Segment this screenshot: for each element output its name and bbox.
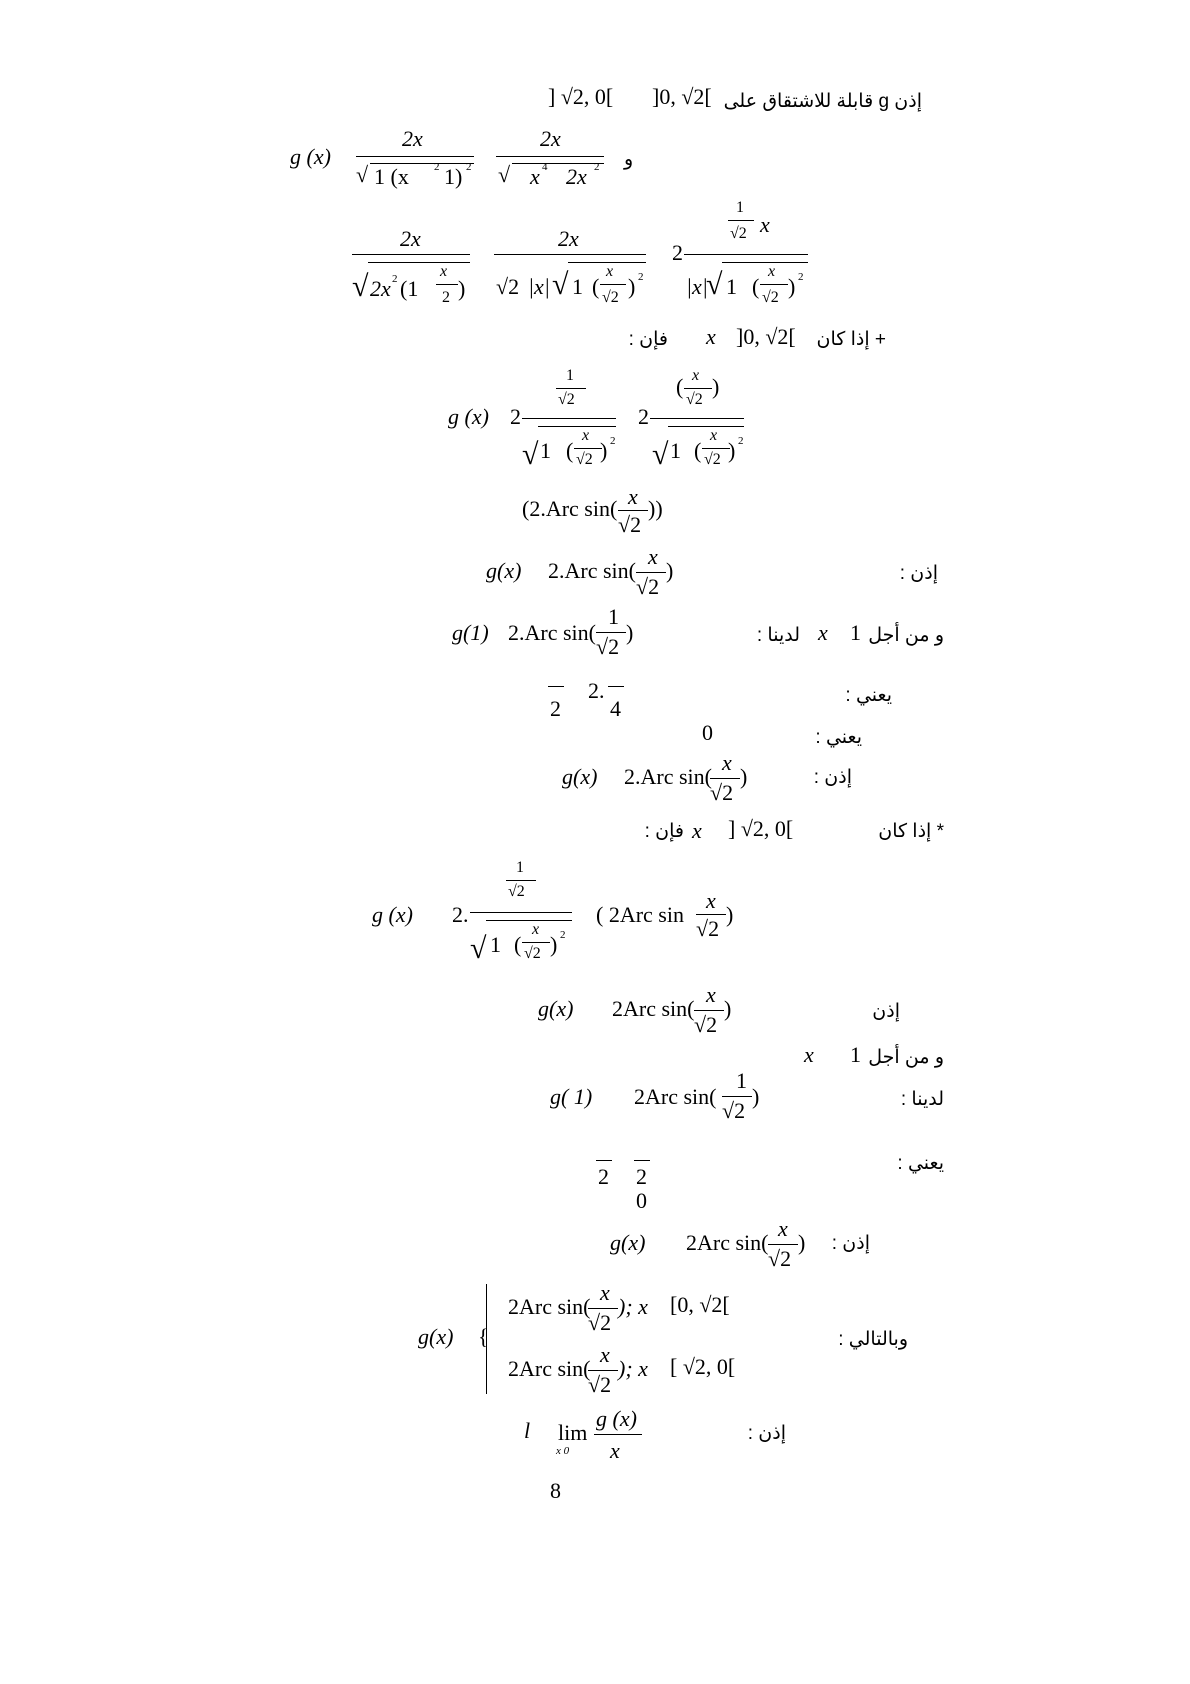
f7-xin: x — [710, 427, 718, 444]
text-we-have-2: لدينا : — [900, 1089, 944, 1110]
f7-inner-sqrt2: √2 — [704, 451, 721, 468]
f8-xin: x — [532, 921, 540, 938]
text-meaning-3: يعني : — [897, 1153, 944, 1174]
frac4-absx: |x| — [528, 274, 550, 299]
arcsin7-sqrt2: √2 — [768, 1246, 792, 1271]
pw2-expr: 2Arc sin( — [508, 1356, 591, 1381]
f9-x: x — [706, 888, 716, 913]
f7-sqrt-bar — [668, 426, 744, 427]
f6-popen: ( — [566, 438, 574, 463]
text-if-plus: + إذا كان — [816, 329, 886, 350]
f8-one-b: 1 — [490, 932, 501, 957]
f7-pclose2: ) — [728, 438, 736, 463]
pi2-bar-b — [596, 1160, 612, 1161]
denom-text: 1 (x — [374, 164, 409, 189]
zero-b: 0 — [636, 1188, 647, 1213]
pw2-semi: ); x — [618, 1356, 648, 1381]
frac5-pclose: ) — [788, 274, 796, 299]
page-number: 8 — [550, 1478, 561, 1503]
frac5-inner-line — [760, 284, 788, 285]
arcsin-expr-1: (2.Arc sin( — [522, 496, 618, 521]
pi2-den-a: 2 — [550, 696, 561, 721]
pi2-den-b: 2 — [598, 1164, 609, 1189]
paren-arcsin: ( 2Arc sin — [596, 902, 684, 927]
two-dot-a: 2. — [588, 678, 605, 703]
var-x-4: x — [804, 1042, 814, 1067]
frac5-xin: x — [768, 263, 776, 280]
f8-sqrt-bar — [486, 920, 572, 921]
lim-l: l — [524, 1418, 531, 1443]
pi2-den-c: 2 — [636, 1164, 647, 1189]
f9-close: ) — [726, 902, 734, 927]
gx-5: g(x) — [418, 1324, 454, 1349]
sqrt3-bar — [368, 262, 470, 263]
frac5-sqrt-sign: √ — [706, 268, 723, 301]
arcsin5-line — [694, 1010, 724, 1011]
arcsin4-line — [710, 778, 740, 779]
pw2-interval: [ √2, 0[ — [670, 1354, 736, 1379]
f8-small-line — [506, 880, 536, 881]
var-x-1: x — [706, 324, 716, 349]
frac4-x: x — [606, 263, 614, 280]
f6-exp: 2 — [610, 435, 616, 447]
frac4-sqrt2-inner: √2 — [602, 289, 619, 306]
text-then-2: فإن : — [644, 821, 684, 842]
f6-sqrt2: √2 — [558, 391, 575, 408]
arcsin7-expr: 2Arc sin( — [686, 1230, 769, 1255]
pi2-bar-c — [634, 1160, 650, 1161]
f7-popen2: ( — [694, 438, 702, 463]
f7-sqrt2: √2 — [686, 391, 703, 408]
var-x-2: x — [818, 620, 828, 645]
arcsin4-expr: 2.Arc sin( — [624, 764, 712, 789]
exp-2c: 2 — [594, 161, 600, 173]
gx-3: g(x) — [538, 996, 574, 1021]
frac3-inner-line — [436, 284, 458, 285]
arcsin2-expr: 2.Arc sin( — [548, 558, 636, 583]
f8-exp: 2 — [560, 929, 566, 941]
arcsin5-close: ) — [724, 996, 732, 1021]
frac3-onep: (1 — [400, 276, 419, 301]
brace-mid: { — [478, 1324, 489, 1349]
exp-4: 4 — [542, 161, 548, 173]
zero-a: 0 — [702, 720, 713, 745]
two-dot-b: 2. — [452, 902, 469, 927]
f6-one-b: 1 — [540, 438, 551, 463]
f8-pclose: ) — [550, 932, 558, 957]
frac5-small-line — [728, 220, 754, 221]
frac3-inner-2: 2 — [442, 289, 450, 306]
frac5-line — [684, 254, 808, 255]
frac4-one: 1 — [572, 274, 583, 299]
f8-inner-sqrt2: √2 — [524, 945, 541, 962]
f7-x: x — [692, 367, 700, 384]
frac4-num: 2x — [558, 226, 579, 251]
f7-inner-line — [702, 448, 730, 449]
frac3-close: ) — [458, 276, 466, 301]
f7-sqrt-sign: √ — [652, 438, 669, 471]
text-donc-5: إذن : — [747, 1423, 786, 1444]
frac2-num: 2x — [540, 126, 561, 151]
frac5-absx: |x| — [686, 274, 708, 299]
f7-popen: ( — [676, 374, 684, 399]
f8-line — [470, 912, 572, 913]
arcsin3-line — [596, 632, 626, 633]
arcsin1-line — [618, 510, 648, 511]
arcsin4-sqrt2: √2 — [710, 780, 734, 805]
g1: g(1) — [452, 620, 489, 645]
arcsin2-line — [636, 572, 666, 573]
text-donc-2: إذن : — [813, 767, 852, 788]
arcsin7-close: ) — [798, 1230, 806, 1255]
f6-inner-line — [574, 448, 602, 449]
text-if-star: * إذا كان — [878, 821, 944, 842]
f7-one-b: 1 — [670, 438, 681, 463]
frac4-inner-line — [600, 284, 626, 285]
arcsin6-one: 1 — [736, 1068, 747, 1093]
arcsin1-sqrt2: √2 — [618, 512, 642, 537]
two-x2-term: 2x — [566, 164, 587, 189]
text-derivable-line: إذن g قابلة للاشتقاق على — [723, 91, 922, 112]
f7-line — [650, 418, 744, 419]
lim-sub: x 0 — [556, 1445, 570, 1457]
frac3-exp: 2 — [392, 273, 398, 285]
frac4-paren-open: ( — [592, 274, 600, 299]
arcsin6-sqrt2: √2 — [722, 1098, 746, 1123]
sqrt3-sign: √ — [352, 270, 369, 303]
frac4-sqrt-sign: √ — [552, 268, 569, 301]
arcsin5-sqrt2: √2 — [694, 1012, 718, 1037]
exp-2b: 2 — [466, 161, 472, 173]
arcsin4-x: x — [722, 750, 732, 775]
f8-popen: ( — [514, 932, 522, 957]
gx-2: g(x) — [562, 764, 598, 789]
sqrt-sign: √ — [356, 162, 369, 187]
g-prime-x-3: g (x) — [372, 902, 413, 927]
text-for-xm1: و من أجل — [868, 1047, 944, 1068]
text-therefore: وبالتالي : — [838, 1329, 908, 1350]
lim-text: lim — [558, 1420, 588, 1445]
denom-close: 1) — [444, 164, 463, 189]
gx-1: g(x) — [486, 558, 522, 583]
frac2-line — [496, 156, 604, 157]
f6-inner-sqrt2: √2 — [576, 451, 593, 468]
frac4-sqrt2: √2 — [496, 274, 520, 299]
frac3-num: 2x — [400, 226, 421, 251]
pw1-semi: ); x — [618, 1294, 648, 1319]
f7-exp: 2 — [738, 435, 744, 447]
gx-4: g(x) — [610, 1230, 646, 1255]
frac3-xsq: x — [440, 263, 448, 280]
frac5-inner-sqrt2: √2 — [762, 289, 779, 306]
val-1b: 1 — [850, 1042, 861, 1067]
frac5-sqrt2: √2 — [730, 225, 747, 242]
frac5-sqrt-bar — [722, 262, 808, 263]
arcsin7-line — [768, 1244, 798, 1245]
var-x-3: x — [692, 818, 702, 843]
frac5-popen: ( — [752, 274, 760, 299]
arcsin5-x: x — [706, 982, 716, 1007]
gm1: g( 1) — [550, 1084, 593, 1109]
sqrt2-sign: √ — [498, 162, 511, 187]
f8-sqrt2: √2 — [508, 883, 525, 900]
arcsin2-x: x — [648, 544, 658, 569]
text-meaning-2: يعني : — [815, 727, 862, 748]
frac3-2x: 2x — [370, 276, 391, 301]
arcsin1-close: )) — [648, 496, 663, 521]
lim-num: g (x) — [596, 1406, 637, 1431]
frac4-paren-close: ) — [628, 274, 636, 299]
pi2-bar-a — [548, 686, 564, 687]
arcsin4-close: ) — [740, 764, 748, 789]
text-meaning-1: يعني : — [845, 685, 892, 706]
pw2-line — [588, 1370, 618, 1371]
text-for-x1: و من أجل — [868, 625, 944, 646]
pw2-x: x — [600, 1342, 610, 1367]
frac4-line — [494, 254, 646, 255]
pw1-interval: [0, √2[ — [670, 1292, 730, 1317]
lim-line — [594, 1434, 642, 1435]
frac4-exp: 2 — [638, 271, 644, 283]
coef-2b: 2 — [638, 404, 649, 429]
arcsin3-close: ) — [626, 620, 634, 645]
f9-line — [696, 914, 726, 915]
sqrt2-bar — [512, 163, 604, 164]
frac-num-2x: 2x — [402, 126, 423, 151]
pi4-den: 4 — [610, 696, 621, 721]
arcsin3-sqrt2: √2 — [596, 634, 620, 659]
pw1-expr: 2Arc sin( — [508, 1294, 591, 1319]
f7-small-line — [684, 388, 712, 389]
arcsin6-close: ) — [752, 1084, 760, 1109]
f6-pclose: ) — [600, 438, 608, 463]
arcsin2-close: ) — [666, 558, 674, 583]
arcsin6-line — [722, 1096, 752, 1097]
text-donc-3: إذن — [872, 1001, 900, 1022]
interval-neg: ] √2, 0[ — [548, 84, 614, 109]
f7-pclose: ) — [712, 374, 720, 399]
pi4-bar — [608, 686, 624, 687]
interval-pos-2: ]0, √2[ — [736, 324, 796, 349]
lim-den: x — [610, 1438, 620, 1463]
frac5-one: 1 — [736, 199, 744, 216]
interval-neg-2: ] √2, 0[ — [728, 816, 794, 841]
f6-sqrt-bar — [538, 426, 616, 427]
text-we-have-1: لدينا : — [756, 625, 800, 646]
arcsin1-x: x — [628, 484, 638, 509]
interval-pos: ]0, √2[ — [652, 84, 712, 109]
pw2-sqrt2: √2 — [588, 1372, 612, 1397]
arcsin3-expr: 2.Arc sin( — [508, 620, 596, 645]
g-prime-x: g (x) — [290, 144, 331, 169]
frac5-one-b: 1 — [726, 274, 737, 299]
text-donc-4: إذن : — [831, 1233, 870, 1254]
f6-xin: x — [582, 427, 590, 444]
f9-sqrt2: √2 — [696, 916, 720, 941]
text-donc-1: إذن : — [899, 563, 938, 584]
f8-sqrt-sign: √ — [470, 932, 487, 965]
frac5-coef: 2 — [672, 240, 683, 265]
pw1-x: x — [600, 1280, 610, 1305]
arcsin2-sqrt2: √2 — [636, 574, 660, 599]
f6-one: 1 — [566, 367, 574, 384]
frac5-x: x — [760, 212, 770, 237]
coef-2a: 2 — [510, 404, 521, 429]
arcsin6-expr: 2Arc sin( — [634, 1084, 717, 1109]
frac3-line — [352, 254, 470, 255]
text-then-1: فإن : — [628, 329, 668, 350]
pw1-line — [588, 1308, 618, 1309]
arcsin7-x: x — [778, 1216, 788, 1241]
text-and: و — [624, 149, 634, 170]
f8-inner-line — [522, 942, 550, 943]
exp-2: 2 — [434, 161, 440, 173]
val-1: 1 — [850, 620, 861, 645]
frac5-exp: 2 — [798, 271, 804, 283]
arcsin3-one: 1 — [608, 604, 619, 629]
f6-line — [522, 418, 616, 419]
f8-one: 1 — [516, 859, 524, 876]
pw1-sqrt2: √2 — [588, 1310, 612, 1335]
frac-line — [356, 156, 474, 157]
f6-small-line — [556, 388, 586, 389]
x4-term: x — [530, 164, 540, 189]
arcsin5-expr: 2Arc sin( — [612, 996, 695, 1021]
g-prime-x-2: g (x) — [448, 404, 489, 429]
f6-sqrt-sign: √ — [522, 438, 539, 471]
